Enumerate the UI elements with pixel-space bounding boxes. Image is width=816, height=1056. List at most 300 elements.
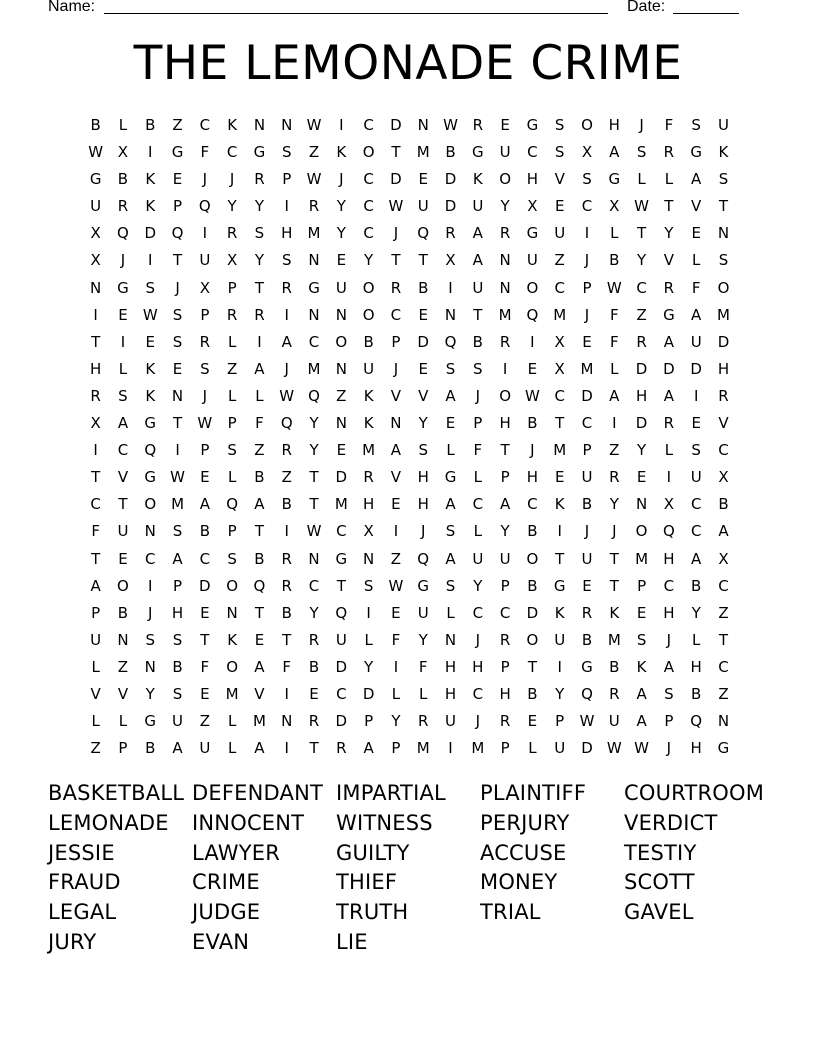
grid-letter: Y [473, 576, 483, 595]
grid-letter: H [526, 468, 539, 487]
grid-letter: T [309, 495, 319, 514]
grid-letter: I [666, 468, 672, 487]
grid-letter: G [308, 278, 320, 297]
grid-letter: S [200, 359, 210, 378]
grid-letter: E [636, 603, 647, 622]
grid-letter: V [718, 414, 729, 433]
grid-letter: U [199, 739, 211, 758]
grid-letter: U [90, 630, 102, 649]
grid-letter: D [717, 332, 730, 351]
grid-letter: S [227, 441, 237, 460]
grid-row [82, 166, 742, 193]
grid-letter: F [200, 657, 210, 676]
grid-letter: D [417, 332, 429, 351]
grid-letter: T [718, 197, 729, 216]
grid-letter: Q [581, 684, 593, 703]
grid-letter: J [339, 170, 344, 189]
word-list-item: LEGAL [48, 900, 117, 925]
grid-letter: E [582, 332, 592, 351]
grid-letter: B [527, 414, 538, 433]
grid-letter: C [199, 116, 211, 134]
grid-letter: K [145, 170, 156, 189]
grid-letter: G [144, 468, 157, 487]
grid-letter: H [90, 359, 102, 378]
grid-letter: P [200, 305, 210, 324]
grid-letter: B [199, 522, 210, 541]
grid-letter: S [172, 332, 183, 351]
grid-letter: H [417, 495, 429, 514]
grid-row [82, 220, 742, 247]
grid-row [82, 546, 742, 573]
grid-letter: T [172, 414, 183, 433]
grid-letter: Y [555, 684, 565, 703]
grid-letter: R [281, 549, 292, 568]
grid-letter: O [499, 170, 511, 189]
grid-letter: L [610, 224, 619, 243]
grid-letter: H [472, 657, 484, 676]
grid-letter: M [553, 305, 567, 324]
grid-letter: S [145, 630, 155, 649]
grid-letter: B [145, 739, 156, 758]
grid-letter: Y [309, 414, 319, 433]
grid-letter: C [663, 576, 675, 595]
word-list-item: THIEF [336, 870, 398, 895]
grid-letter: R [363, 468, 374, 487]
grid-letter: I [284, 739, 289, 758]
grid-letter: L [528, 739, 537, 758]
grid-letter: D [144, 224, 157, 243]
grid-letter: P [227, 414, 237, 433]
grid-letter: J [639, 116, 644, 134]
grid-letter: U [554, 739, 566, 758]
grid-letter: I [393, 522, 399, 541]
word-list-item: DEFENDANT [192, 781, 323, 805]
grid-letter: E [418, 305, 428, 324]
grid-letter: P [173, 197, 183, 216]
grid-letter: H [281, 224, 293, 243]
grid-letter: J [284, 359, 289, 378]
grid-letter: Y [500, 522, 510, 541]
grid-row [82, 383, 742, 410]
grid-letter: J [148, 603, 153, 622]
grid-letter: Y [391, 712, 401, 731]
grid-letter: G [526, 224, 539, 243]
grid-letter: Z [172, 116, 183, 134]
grid-letter: V [390, 386, 402, 405]
grid-letter: C [390, 305, 402, 324]
grid-letter: A [254, 739, 265, 758]
grid-letter: E [118, 549, 128, 568]
grid-letter: C [581, 414, 593, 433]
grid-letter: L [227, 468, 237, 487]
grid-letter: W [634, 197, 649, 216]
grid-letter: E [691, 224, 701, 243]
grid-letter: R [226, 305, 238, 324]
grid-letter: G [144, 414, 157, 433]
grid-letter: A [172, 549, 183, 568]
grid-letter: O [499, 386, 511, 405]
grid-letter: E [200, 603, 210, 622]
grid-letter: D [335, 657, 348, 676]
grid-letter: C [581, 197, 593, 216]
grid-letter: N [281, 116, 293, 134]
grid-letter: D [581, 739, 593, 758]
grid-letter: E [200, 684, 210, 703]
grid-letter: U [417, 603, 429, 622]
grid-letter: L [227, 739, 237, 758]
grid-letter: E [336, 251, 347, 270]
grid-letter: W [279, 386, 295, 405]
grid-letter: S [172, 522, 183, 541]
grid-row [82, 302, 742, 329]
grid-letter: O [226, 657, 239, 676]
grid-letter: D [335, 468, 348, 487]
grid-letter: G [335, 549, 348, 568]
grid-letter: B [445, 143, 456, 162]
grid-letter: K [145, 359, 156, 378]
grid-row [82, 112, 742, 139]
grid-letter: Z [718, 603, 729, 622]
grid-letter: G [717, 739, 730, 758]
grid-letter: G [444, 468, 457, 487]
grid-letter: N [117, 630, 129, 649]
grid-letter: F [473, 441, 483, 460]
grid-letter: U [472, 549, 484, 568]
grid-letter: R [281, 441, 292, 460]
grid-letter: N [335, 359, 347, 378]
grid-letter: L [637, 170, 646, 189]
grid-letter: I [120, 332, 126, 351]
grid-letter: O [362, 278, 375, 297]
grid-letter: D [690, 359, 702, 378]
grid-letter: J [475, 712, 481, 731]
grid-letter: C [336, 522, 347, 541]
grid-letter: A [499, 495, 511, 514]
grid-letter: B [254, 549, 265, 568]
grid-letter: X [445, 251, 456, 270]
grid-letter: A [609, 386, 620, 405]
grid-letter: Z [90, 739, 101, 758]
grid-letter: O [526, 278, 539, 297]
grid-letter: L [364, 630, 373, 649]
grid-letter: V [390, 468, 402, 487]
grid-letter: F [609, 332, 619, 351]
grid-letter: I [502, 359, 508, 378]
grid-letter: B [172, 657, 183, 676]
word-list-item: JURY [48, 929, 97, 954]
grid-letter: R [281, 278, 292, 297]
grid-letter: I [366, 603, 371, 622]
grid-letter: H [526, 170, 539, 189]
grid-letter: R [254, 305, 265, 324]
grid-letter: T [309, 739, 319, 758]
grid-letter: S [554, 116, 565, 134]
grid-letter: T [609, 549, 619, 568]
grid-letter: S [691, 116, 701, 134]
grid-letter: A [117, 414, 129, 433]
grid-letter: M [580, 359, 594, 378]
grid-row [82, 275, 742, 302]
grid-letter: T [609, 576, 619, 595]
grid-letter: Y [664, 224, 674, 243]
grid-letter: U [335, 278, 347, 297]
grid-letter: I [557, 657, 562, 676]
grid-letter: X [527, 197, 538, 216]
grid-letter: H [663, 603, 675, 622]
grid-letter: W [306, 170, 322, 189]
grid-letter: W [88, 143, 104, 162]
grid-letter: P [582, 441, 592, 460]
grid-letter: I [448, 278, 453, 297]
grid-letter: K [718, 143, 729, 162]
grid-letter: Y [227, 197, 237, 216]
grid-letter: T [254, 278, 265, 297]
grid-letter: Z [254, 441, 265, 460]
grid-letter: B [691, 684, 702, 703]
grid-letter: W [197, 414, 213, 433]
grid-letter: W [606, 278, 622, 297]
grid-letter: T [336, 576, 346, 595]
grid-letter: E [500, 116, 510, 134]
grid-row [82, 573, 742, 600]
grid-letter: L [391, 684, 401, 703]
grid-letter: X [554, 359, 565, 378]
grid-letter: D [362, 684, 375, 703]
grid-letter: A [718, 522, 729, 541]
grid-letter: R [308, 630, 320, 649]
grid-letter: I [284, 684, 289, 703]
grid-letter: O [526, 630, 539, 649]
grid-letter: S [664, 684, 674, 703]
grid-letter: H [635, 386, 648, 405]
grid-letter: L [227, 712, 237, 731]
grid-letter: A [254, 657, 265, 676]
grid-letter: H [417, 468, 429, 487]
grid-letter: T [500, 441, 510, 460]
grid-letter: U [445, 712, 456, 731]
grid-letter: X [718, 549, 729, 568]
grid-row [82, 193, 742, 220]
grid-letter: L [118, 116, 128, 134]
grid-letter: L [255, 386, 264, 405]
grid-letter: M [607, 630, 621, 649]
word-list-item: BASKETBALL [48, 781, 185, 805]
grid-letter: E [200, 468, 210, 487]
grid-letter: O [635, 522, 648, 541]
grid-letter: J [584, 522, 590, 541]
grid-letter: H [444, 684, 457, 703]
grid-letter: U [499, 143, 511, 162]
grid-letter: K [636, 657, 647, 676]
grid-letter: R [636, 332, 647, 351]
grid-letter: T [391, 251, 401, 270]
grid-letter: G [171, 143, 184, 162]
grid-letter: U [199, 251, 211, 270]
grid-letter: V [418, 386, 429, 405]
grid-letter: Q [144, 441, 157, 460]
grid-letter: B [527, 576, 538, 595]
word-list-item: TESTIY [624, 840, 697, 865]
grid-letter: Y [418, 414, 428, 433]
grid-letter: U [554, 630, 566, 649]
grid-letter: N [144, 657, 156, 676]
grid-letter: C [117, 441, 129, 460]
grid-letter: D [581, 386, 593, 405]
grid-letter: C [363, 170, 374, 189]
grid-letter: B [718, 495, 729, 514]
grid-letter: I [202, 224, 208, 243]
grid-letter: T [254, 603, 265, 622]
grid-letter: E [172, 170, 183, 189]
grid-letter: L [446, 603, 455, 622]
grid-letter: A [663, 657, 675, 676]
date-label: Date: [627, 0, 666, 15]
grid-letter: W [306, 522, 322, 541]
grid-letter: J [584, 251, 590, 270]
grid-letter: U [608, 712, 620, 731]
grid-letter: I [530, 332, 535, 351]
grid-letter: Y [609, 495, 619, 514]
grid-letter: C [499, 603, 511, 622]
grid-letter: E [254, 630, 265, 649]
grid-letter: J [393, 359, 399, 378]
grid-letter: J [229, 170, 235, 189]
grid-letter: S [445, 522, 456, 541]
grid-letter: R [499, 224, 511, 243]
grid-letter: P [173, 576, 183, 595]
grid-letter: Z [390, 549, 402, 568]
grid-letter: B [418, 278, 429, 297]
grid-letter: X [199, 278, 210, 297]
word-list-item: EVAN [192, 929, 250, 954]
word-list-item: VERDICT [624, 810, 718, 835]
grid-letter: K [227, 630, 238, 649]
grid-letter: G [608, 170, 621, 189]
grid-letter: G [471, 143, 484, 162]
grid-letter: Q [308, 386, 320, 405]
grid-letter: S [172, 684, 183, 703]
grid-letter: T [309, 468, 319, 487]
word-list-item: WITNESS [336, 810, 433, 835]
grid-letter: O [581, 116, 593, 134]
grid-letter: M [307, 359, 321, 378]
grid-letter: L [692, 251, 701, 270]
grid-letter: F [609, 305, 619, 324]
grid-letter: U [172, 712, 184, 731]
grid-letter: S [445, 576, 456, 595]
grid-letter: D [526, 603, 539, 622]
grid-letter: W [306, 116, 322, 134]
grid-letter: A [390, 441, 402, 460]
grid-letter: G [89, 170, 102, 189]
grid-letter: M [416, 143, 430, 162]
grid-letter: N [171, 386, 184, 405]
grid-letter: M [635, 549, 649, 568]
grid-letter: D [199, 576, 211, 595]
grid-letter: U [499, 549, 511, 568]
grid-letter: R [663, 278, 675, 297]
grid-letter: U [417, 197, 429, 216]
grid-letter: N [635, 495, 648, 514]
grid-letter: P [227, 522, 237, 541]
grid-letter: Y [691, 603, 701, 622]
grid-letter: J [666, 739, 672, 758]
grid-letter: C [718, 576, 729, 595]
grid-letter: U [472, 197, 484, 216]
grid-letter: E [309, 684, 319, 703]
grid-letter: R [254, 170, 265, 189]
grid-letter: S [636, 143, 647, 162]
grid-letter: P [364, 712, 374, 731]
grid-letter: X [90, 224, 101, 243]
grid-letter: N [90, 278, 102, 297]
grid-letter: N [444, 630, 457, 649]
grid-letter: S [281, 251, 292, 270]
grid-letter: R [663, 143, 675, 162]
grid-letter: J [420, 522, 426, 541]
grid-letter: N [281, 712, 293, 731]
grid-letter: S [227, 549, 237, 568]
grid-letter: A [663, 386, 675, 405]
grid-letter: H [171, 603, 184, 622]
grid-letter: L [118, 712, 128, 731]
grid-letter: X [609, 197, 620, 216]
name-blank-line [104, 13, 608, 14]
word-list-item: LAWYER [192, 840, 281, 865]
grid-letter: O [335, 332, 348, 351]
grid-letter: Z [609, 441, 620, 460]
grid-letter: G [117, 278, 129, 297]
grid-letter: C [690, 522, 702, 541]
grid-letter: T [637, 224, 647, 243]
grid-letter: P [200, 441, 210, 460]
grid-letter: S [718, 170, 729, 189]
word-list-item: INNOCENT [192, 810, 305, 835]
grid-row [82, 600, 742, 627]
grid-letter: V [117, 684, 129, 703]
grid-letter: P [555, 712, 565, 731]
grid-letter: N [226, 603, 238, 622]
word-list-item: FRAUD [48, 870, 121, 895]
grid-letter: A [172, 739, 183, 758]
grid-letter: L [446, 441, 455, 460]
grid-letter: N [499, 278, 511, 297]
grid-letter: L [118, 359, 128, 378]
grid-letter: I [393, 657, 399, 676]
grid-letter: O [144, 495, 157, 514]
word-list-row [48, 838, 768, 868]
grid-letter: R [281, 576, 292, 595]
grid-letter: T [664, 197, 674, 216]
grid-letter: B [527, 684, 538, 703]
grid-letter: E [554, 197, 565, 216]
grid-letter: D [635, 414, 648, 433]
grid-letter: A [691, 549, 702, 568]
grid-letter: Q [253, 576, 266, 595]
grid-letter: W [634, 739, 649, 758]
grid-letter: Z [636, 305, 647, 324]
grid-letter: N [499, 251, 511, 270]
grid-letter: N [335, 414, 347, 433]
grid-letter: S [418, 441, 428, 460]
grid-letter: V [117, 468, 129, 487]
grid-letter: J [475, 630, 481, 649]
grid-letter: I [257, 332, 262, 351]
grid-letter: I [339, 116, 344, 134]
grid-letter: K [145, 386, 156, 405]
grid-letter: R [199, 332, 211, 351]
grid-letter: E [391, 495, 401, 514]
